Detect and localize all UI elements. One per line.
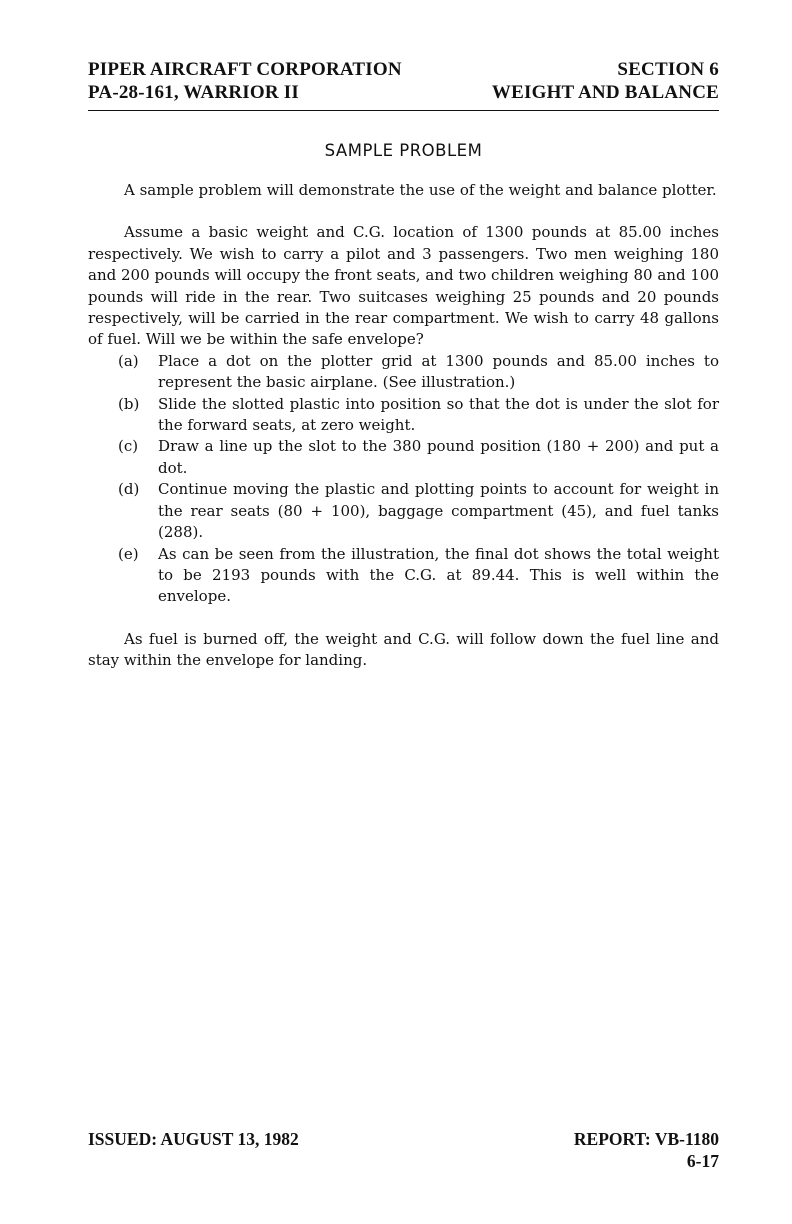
step-item [88, 351, 719, 394]
body-content [88, 180, 719, 672]
page-number: 6-17 [686, 1151, 719, 1171]
header-left [88, 58, 402, 104]
step-marker: (b) [118, 394, 140, 413]
step-item [88, 394, 719, 437]
step-item [88, 436, 719, 479]
step-marker: (d) [118, 480, 140, 499]
step-list [88, 351, 719, 608]
problem-paragraph: Assume a basic weight and C.G. location of 1300 pounds at 85.00 inches respectively. We wish to carry a pilot and 3 passengers. Two men weighing 180 and 200 pounds will occupy the front seats, and two children weighing 80 and 100 pounds will ride in the rear. Two suitcases weighing 25 pounds and 20 pounds respectively, will be carried in the rear compartment. We wish to carry 48 gallons of fuel. Will we be within the safe envelope? [88, 223, 719, 349]
issued-date: ISSUED: AUGUST 13, 1982 [88, 1129, 299, 1149]
aircraft-model: PA-28-161, WARRIOR II [88, 82, 299, 103]
page-title: SAMPLE PROBLEM [324, 141, 483, 160]
page-footer [88, 1128, 719, 1172]
step-text: Place a dot on the plotter grid at 1300 pounds and 85.00 inches to represent the basic airplane. (See illustration.) [158, 351, 719, 392]
closing-paragraph: As fuel is burned off, the weight and C.G. will follow down the fuel line and stay within the envelope for landing. [88, 629, 719, 670]
header-divider [88, 110, 719, 111]
step-marker: (a) [118, 351, 139, 370]
step-text: As can be seen from the illustration, the final dot shows the total weight to be 2193 pounds with the C.G. at 89.44. This is well within the envelope. [158, 544, 719, 606]
section-title: WEIGHT AND BALANCE [491, 82, 719, 103]
header-right [492, 58, 719, 104]
step-text: Draw a line up the slot to the 380 pound position (180 + 200) and put a dot. [158, 437, 719, 477]
section-number: SECTION 6 [617, 59, 719, 80]
step-text: Slide the slotted plastic into position so that the dot is under the slot for the forward seats, at zero weight. [158, 394, 719, 435]
footer-right [574, 1128, 719, 1172]
step-item [88, 479, 719, 543]
intro-paragraph: A sample problem will demonstrate the use of the weight and balance plotter. [124, 181, 717, 199]
page-header [88, 58, 719, 104]
step-text: Continue moving the plastic and plotting points to account for weight in the rear seats (80 + 100), baggage compartment (45), and fuel tanks (288). [158, 480, 719, 542]
report-number: REPORT: VB-1180 [573, 1129, 719, 1149]
step-marker: (e) [118, 544, 139, 563]
step-marker: (c) [118, 437, 139, 456]
manual-page [88, 58, 719, 1178]
step-item [88, 544, 719, 608]
company-name: PIPER AIRCRAFT CORPORATION [88, 59, 402, 80]
